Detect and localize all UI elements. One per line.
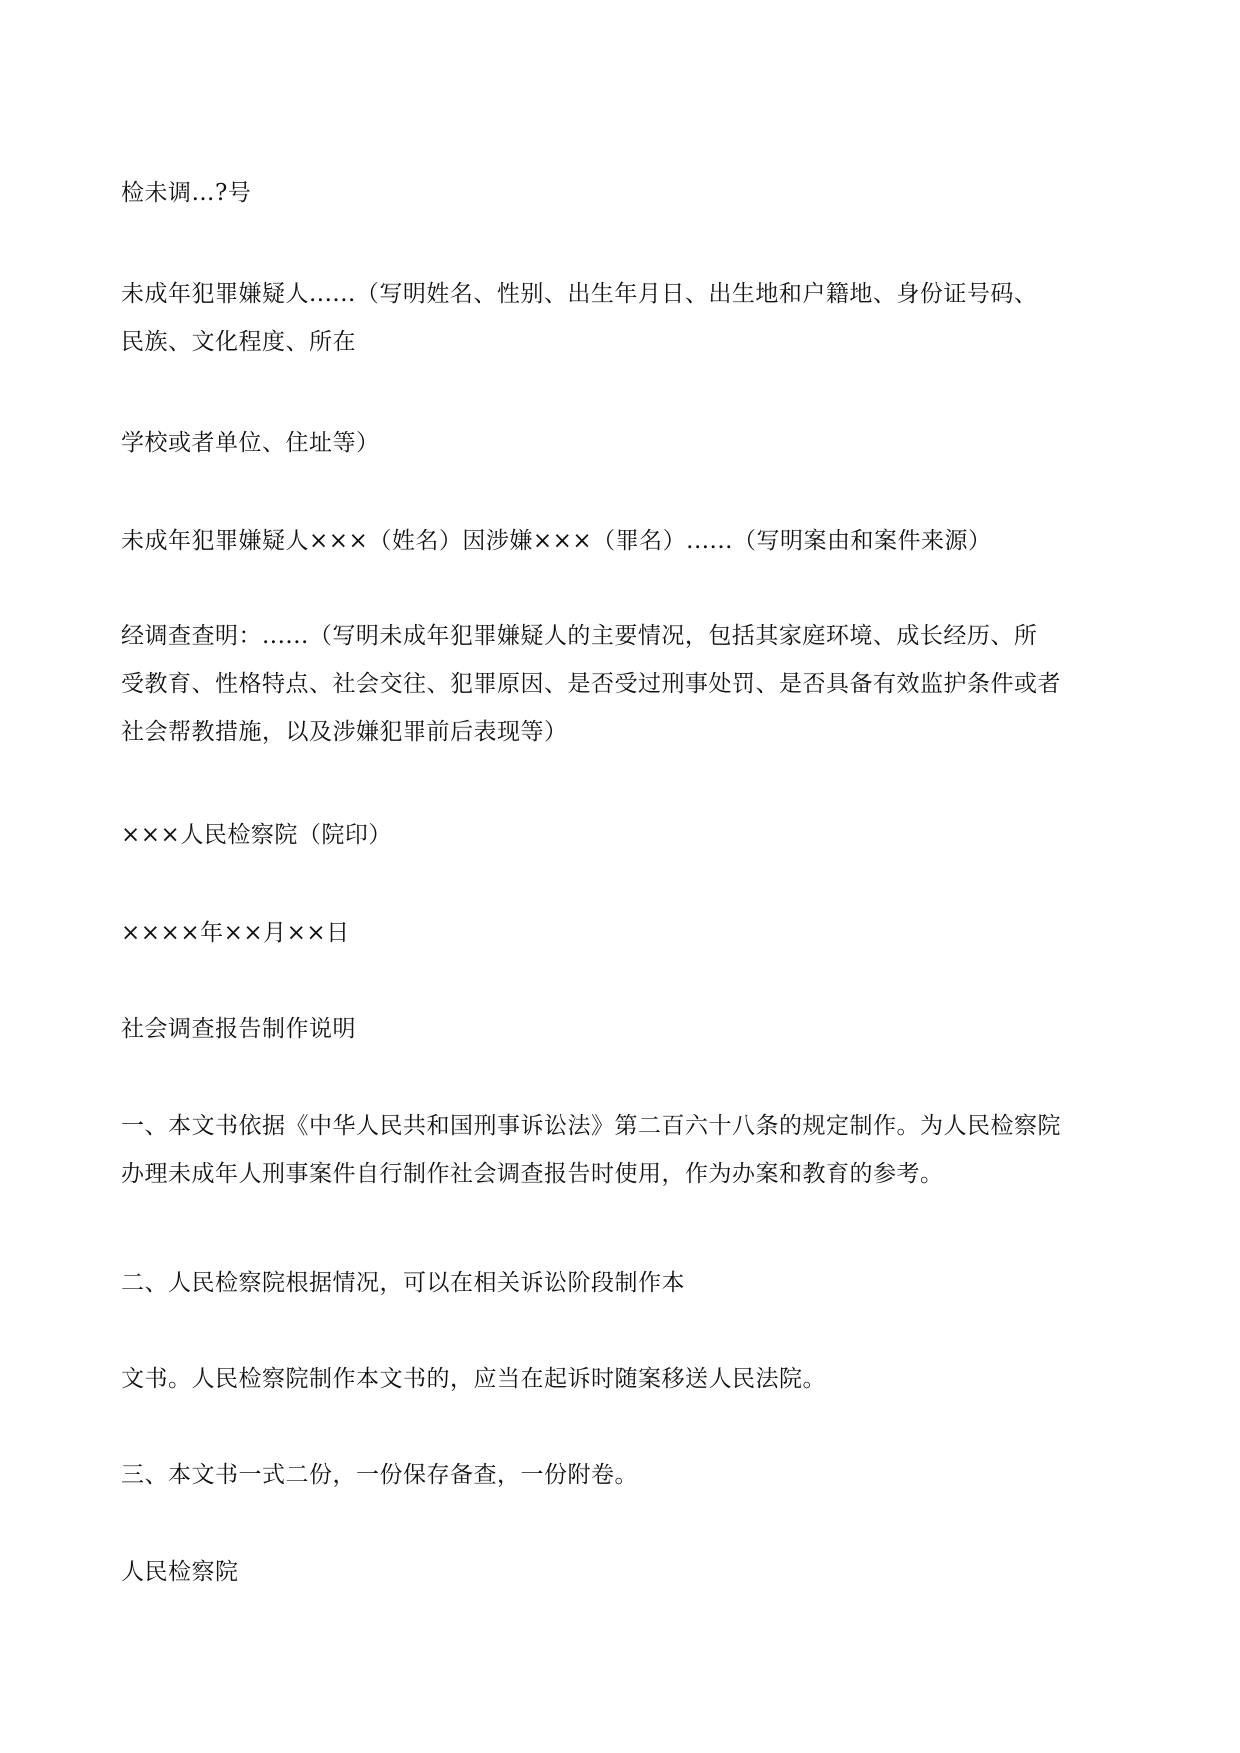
suspect-info-line-2: 民族、文化程度、所在 [121, 329, 356, 355]
instruction-item-2-line-2: 文书。人民检察院制作本文书的，应当在起诉时随案移送人民法院。 [121, 1366, 826, 1392]
instructions-title: 社会调查报告制作说明 [121, 1016, 356, 1042]
procuratorate-seal: ×××人民检察院（院印） [121, 822, 392, 848]
suspect-info-line-3: 学校或者单位、住址等） [121, 430, 380, 456]
instruction-item-3: 三、本文书一式二份，一份保存备查，一份附卷。 [121, 1462, 638, 1488]
suspect-info-line-1: 未成年犯罪嫌疑人......（写明姓名、性别、出生年月日、出生地和户籍地、身份证号码、 [121, 281, 1038, 307]
investigation-line-2: 受教育、性格特点、社会交往、犯罪原因、是否受过刑事处罚、是否具备有效监护条件或者 [121, 671, 1061, 697]
case-number: 检未调…?号 [121, 180, 252, 206]
instruction-item-1-line-1: 一、本文书依据《中华人民共和国刑事诉讼法》第二百六十八条的规定制作。为人民检察院 [121, 1113, 1061, 1139]
instruction-item-1-line-2: 办理未成年人刑事案件自行制作社会调查报告时使用，作为办案和教育的参考。 [121, 1161, 944, 1187]
investigation-line-3: 社会帮教措施，以及涉嫌犯罪前后表现等） [121, 719, 568, 745]
case-origin: 未成年犯罪嫌疑人×××（姓名）因涉嫌×××（罪名）......（写明案由和案件来源） [121, 528, 992, 554]
footer-procuratorate: 人民检察院 [121, 1559, 239, 1585]
instruction-item-2-line-1: 二、人民检察院根据情况，可以在相关诉讼阶段制作本 [121, 1270, 685, 1296]
investigation-line-1: 经调查查明：......（写明未成年犯罪嫌疑人的主要情况，包括其家庭环境、成长经历、所 [121, 623, 1038, 649]
document-date: ××××年××月××日 [121, 920, 350, 946]
